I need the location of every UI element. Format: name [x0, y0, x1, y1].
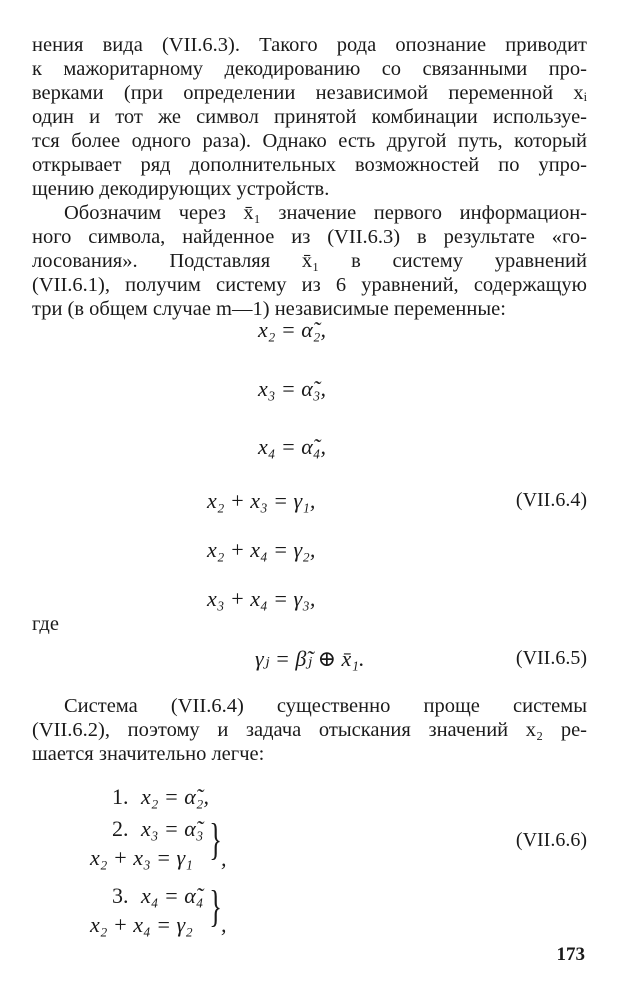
equation: x₃ = α̃₃	[141, 816, 204, 841]
text-line: Система (VII.6.4) существенно проще системы	[64, 695, 587, 717]
text-line: нения вида (VII.6.3). Такого рода опознание приводит	[32, 34, 587, 56]
item-label: 2.	[112, 816, 129, 841]
equation-tail: ,	[221, 846, 227, 871]
equation: x₂ + x₄ = γ₂	[90, 912, 193, 937]
equation-number: (VII.6.6)	[515, 829, 587, 851]
equation: x₃ = α̃₃,	[258, 376, 326, 401]
equation: x₂ = α̃₂,	[258, 317, 326, 342]
item-label: 3.	[112, 883, 129, 908]
equation: x₂ + x₄ = γ₂,	[207, 537, 316, 562]
equation: x₂ = α̃₂,	[141, 784, 209, 809]
equation: x₂ + x₃ = γ₁	[90, 845, 193, 870]
text-line: открывает ряд дополнительных возможностей по упро-	[32, 154, 587, 176]
text-line: Обозначим через x̄₁ значение первого информацион-	[64, 202, 587, 224]
equation-number: (VII.6.5)	[515, 647, 587, 669]
equation: x₃ + x₄ = γ₃,	[207, 586, 316, 611]
text-line: (VII.6.1), получим систему из 6 уравнений, содержащую	[32, 274, 587, 296]
text-line: (VII.6.2), поэтому и задача отыскания значений x₂ ре-	[32, 719, 587, 741]
text-line: три (в общем случае m—1) независимые переменные:	[32, 298, 506, 320]
right-brace: }	[209, 815, 222, 864]
page-number: 173	[556, 944, 585, 965]
text-line: верками (при определении независимой переменной xᵢ	[32, 82, 587, 104]
text-line: тся более одного раза). Однако есть другой путь, который	[32, 130, 587, 152]
where-label: где	[32, 613, 59, 635]
item-label: 1.	[112, 784, 129, 809]
equation: γⱼ = β̃ⱼ ⊕ x̄₁.	[255, 646, 365, 671]
text-line: ного символа, найденное из (VII.6.3) в результате «го-	[32, 226, 587, 248]
equation-tail: ,	[221, 912, 227, 937]
text-line: один и тот же символ принятой комбинации используе-	[32, 106, 587, 128]
equation-number: (VII.6.4)	[515, 489, 587, 511]
text-line: шается значительно легче:	[32, 743, 265, 765]
equation: x₄ = α̃₄,	[258, 434, 326, 459]
text-line: лосования». Подставляя x̄₁ в систему уравнений	[32, 250, 587, 272]
right-brace: }	[209, 882, 222, 931]
equation: x₄ = α̃₄	[141, 883, 204, 908]
text-line: к мажоритарному декодированию со связанными про-	[32, 58, 587, 80]
equation: x₂ + x₃ = γ₁,	[207, 488, 316, 513]
text-line: щению декодирующих устройств.	[32, 178, 330, 200]
